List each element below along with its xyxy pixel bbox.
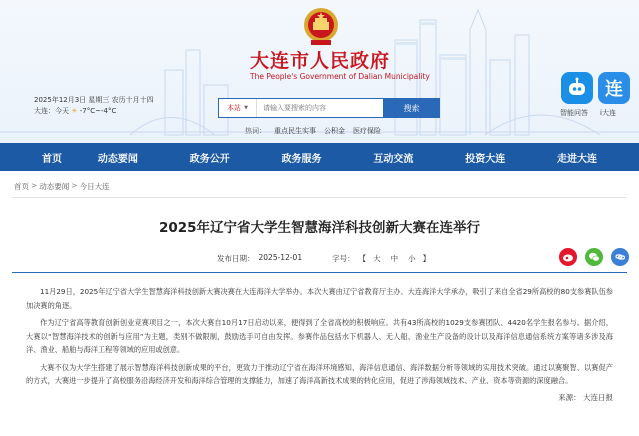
search-scope-select[interactable] [219, 99, 257, 117]
article-source: 来源： 大连日报 [558, 392, 613, 402]
robot-icon [566, 77, 588, 99]
nav-item-home[interactable]: 首页 [42, 153, 62, 165]
date-text: 2025年12月3日 星期三 农历十月十四 [34, 96, 154, 104]
i-dalian-icon: 连 [605, 79, 623, 100]
smart-qa-label: 智能问答 [560, 109, 588, 117]
hot-words [245, 126, 381, 136]
bracket-close: 】 [422, 254, 431, 263]
font-size-large[interactable]: 大 [373, 254, 381, 263]
divider [12, 272, 627, 273]
article-paragraph: 大赛不仅为大学生搭建了展示智慧海洋科技创新成果的平台，更致力于推动辽宁省在海洋环境感知、海洋信息通信、海洋数据分析等领域的实用技术突破。通过以赛聚智、以赛促产的方式，大赛进一步提升了高校服务沿海经济开发和海洋综合管理的支撑能力，加速了海洋高新技术成果的转化应用，促进了涉海领域技术、产业、资本等资源的深度融合。 [26, 362, 613, 385]
sun-icon: ☀ [71, 107, 78, 115]
article-paragraph: 作为辽宁省高等教育创新创业竞赛项目之一，本次大赛自10月17日启动以来，便得到了全省高校的积极响应。共有43所高校的1029支参赛团队、4420名学生报名参与。据介绍，大赛以“智慧海洋技术的创新与应用”为主题，类别不做限制，鼓励选手可自由发挥。参赛作品包括水下机器人、无人船、渔业生产设备的设计以及海洋信息通信系统方案等诸多涉及海洋、渔业、船舶与海洋工程等领域的应用或创意。 [26, 318, 613, 354]
site-header [0, 0, 639, 143]
hot-words-label: 热词： [245, 127, 266, 135]
nav-item-interaction[interactable]: 互动交流 [373, 153, 414, 165]
article-paragraph: 11月29日，2025年辽宁省大学生智慧海洋科技创新大赛决赛在大连海洋大学举办。本次大赛由辽宁省教育厅主办、大连海洋大学承办，吸引了来自全省29所高校的80支参赛队伍参加决赛的角逐。 [26, 287, 613, 310]
search-button[interactable]: 搜索 [383, 98, 440, 118]
breadcrumb-separator: > [31, 181, 38, 190]
link-icon [614, 251, 626, 263]
article-meta-info [217, 253, 430, 264]
article-title: 2025年辽宁省大学生智慧海洋科技创新大赛在连举行 [158, 220, 481, 236]
weather-condition: 今天 [55, 107, 69, 115]
site-subtitle: The People's Government of Dalian Municipality [250, 72, 430, 81]
nav-item-invest[interactable]: 投资大连 [465, 153, 506, 165]
nav-item-gov-service[interactable]: 政务服务 [281, 153, 322, 165]
weibo-icon [562, 251, 574, 263]
breadcrumb-separator: > [71, 181, 78, 190]
i-dalian-label: i大连 [600, 109, 616, 117]
nav-item-about[interactable]: 走进大连 [557, 153, 598, 165]
article-body [0, 285, 639, 388]
publish-date: 2025-12-01 [258, 253, 303, 262]
nav-item-gov-info[interactable]: 政务公开 [189, 153, 230, 165]
i-dalian-app-button[interactable] [598, 72, 630, 104]
site-title: 大连市人民政府 [250, 50, 391, 72]
font-size-small[interactable]: 小 [408, 254, 416, 263]
weather-city: 大连： [34, 107, 55, 115]
weather-temperature: -7°C~-4°C [79, 107, 117, 115]
font-size-medium[interactable]: 中 [390, 254, 399, 263]
hot-word-link[interactable]: 公积金 [324, 127, 345, 135]
breadcrumb [14, 181, 639, 192]
hot-word-link[interactable]: 医疗保险 [353, 127, 381, 135]
hot-word-link[interactable]: 重点民生实事 [274, 127, 316, 135]
search-scope-label: 本站 [227, 104, 242, 112]
article-meta [0, 248, 639, 270]
chevron-down-icon: ▼ [244, 105, 248, 111]
share-buttons [559, 248, 629, 266]
weibo-share-button[interactable] [559, 248, 577, 266]
publish-label: 发布日期： [217, 254, 255, 263]
breadcrumb-news[interactable]: 动态要闻 [39, 182, 70, 191]
font-size-label: 字号： [332, 254, 355, 263]
national-emblem-logo [302, 6, 340, 46]
divider [12, 197, 627, 198]
smart-qa-button[interactable] [561, 72, 593, 104]
wechat-share-button[interactable] [585, 248, 603, 266]
weather-info [34, 106, 116, 116]
breadcrumb-home[interactable]: 首页 [14, 182, 29, 191]
breadcrumb-current[interactable]: 今日大连 [79, 182, 110, 191]
wechat-icon [588, 251, 600, 263]
bracket-open: 【 [358, 254, 367, 263]
nav-item-news[interactable]: 动态要闻 [97, 153, 138, 165]
main-nav [0, 143, 639, 171]
copy-link-button[interactable] [611, 248, 629, 266]
